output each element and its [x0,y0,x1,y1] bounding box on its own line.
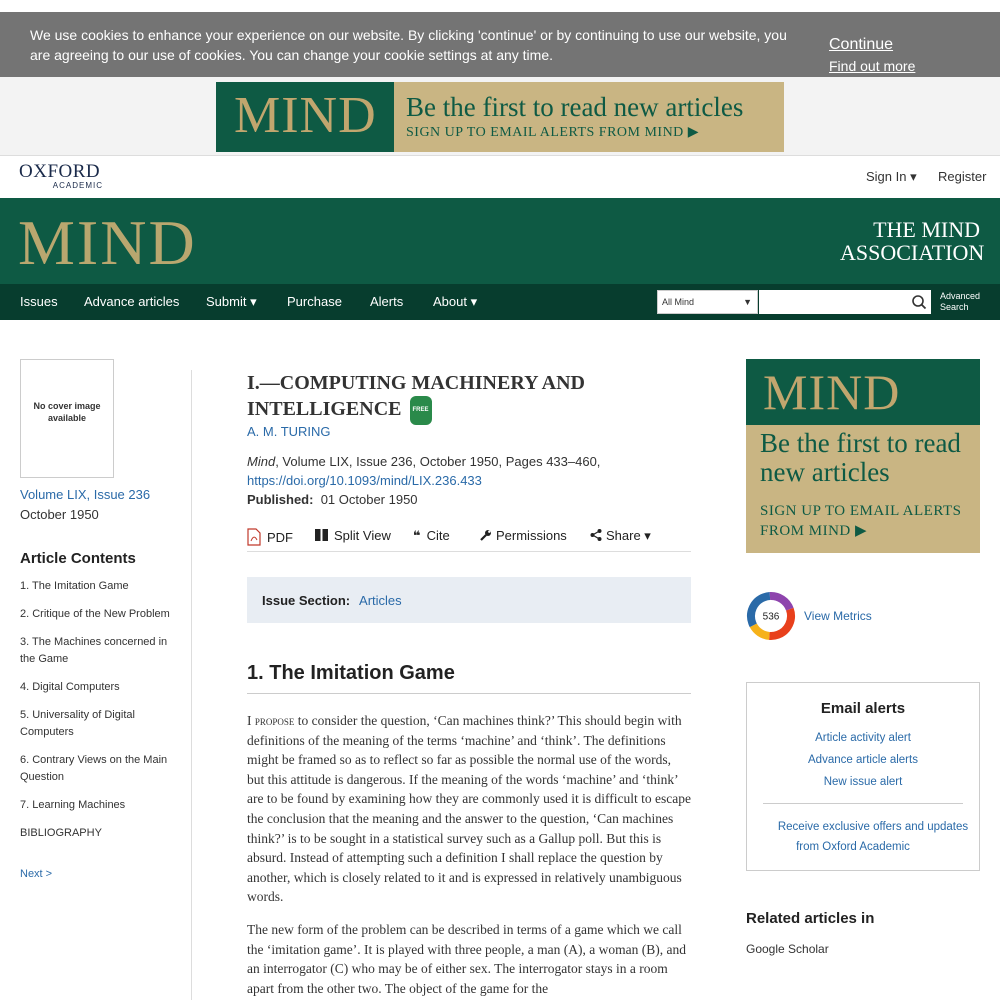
nav-advance-articles[interactable]: Advance articles [84,294,180,309]
oxford-academic-logo[interactable] [19,163,111,190]
advanced-search-line-1: Advanced [940,291,981,301]
cite-label: Cite [426,528,450,543]
issue-date: October 1950 [20,507,99,522]
journal-name: Mind [247,454,276,469]
google-scholar-link[interactable]: Google Scholar [746,942,829,956]
advance-article-alerts-link[interactable]: Advance article alerts [808,754,918,766]
toc-item[interactable]: 7. Learning Machines [20,799,126,811]
quote-icon: ❝ [413,529,421,544]
article-activity-alert-link[interactable]: Article activity alert [815,732,911,744]
section-heading: 1. The Imitation Game [247,662,691,694]
doi-link[interactable]: https://doi.org/10.1093/mind/LIX.236.433 [247,473,482,488]
association-line-2: ASSOCIATION [840,240,985,265]
free-badge: FREE [410,396,432,425]
nav-issues[interactable]: Issues [20,294,58,309]
article-paragraph [247,711,691,907]
permissions-button[interactable] [480,528,567,543]
pdf-icon [247,528,261,546]
sidebar-ad-headline: Be the first to read new articles [760,428,961,487]
article-contents-heading: Article Contents [20,550,136,567]
pdf-label: PDF [267,530,293,545]
sign-in-button[interactable]: Sign In ▾ [866,169,917,184]
author-link[interactable]: A. M. TURING [247,424,331,439]
article-contents-list [20,578,180,853]
cite-button[interactable] [413,528,450,544]
related-articles-heading: Related articles in [746,910,875,927]
email-alert-sidebar-ad[interactable] [746,359,980,553]
toc-item[interactable]: 4. Digital Computers [20,681,120,693]
toc-item[interactable]: 3. The Machines concerned in the Game [20,636,168,665]
mind-association-logo[interactable] [840,217,985,265]
new-issue-alert-link[interactable]: New issue alert [823,776,903,788]
altmetric-icon [746,591,796,641]
altmetric-donut[interactable] [746,591,796,641]
sidebar-divider [191,370,192,1000]
publisher-header [0,157,1000,198]
cookie-find-out-more-link[interactable]: Find out more [829,58,916,74]
register-link[interactable]: Register [938,169,987,184]
citation-block [247,452,687,509]
split-view-button[interactable] [315,528,391,543]
nav-about[interactable]: About ▾ [433,294,478,309]
paragraph-body: to consider the question, ‘Can machines think?’ This should begin with definitions of the meaning of the terms ‘machine’ and ‘think’. The definitions might be framed so as to reflect so far as possible the normal use of the words, but this attitude is dangerous. If the meaning of the words ‘machine’ and ‘think’ are to be found by examining how they are commonly used it is difficult to escape the conclusion that the meaning and the answer to the question, ‘Can machines think?’ is to be sought in a statistical survey such as a Gallup poll. But this is absurd. Instead of attempting such a definition I shall replace the question by another, which is closely related to it and is expressed in relatively unambiguous words. [247,713,692,905]
nav-alerts[interactable]: Alerts [370,294,404,309]
logo-academic-text: ACADEMIC [52,181,103,190]
sidebar-ad-subline: SIGN UP TO EMAIL ALERTS FROM MIND ▶ [760,503,962,539]
next-article-link[interactable]: Next > [20,868,53,880]
cookie-banner [0,12,1000,77]
banner-headline: Be the first to read new articles [406,92,744,122]
journal-logo[interactable]: MIND [18,207,197,278]
email-alerts-heading: Email alerts [820,700,906,717]
share-button[interactable] [590,528,651,544]
oxford-offers-link[interactable]: Receive exclusive offers and updates from Oxford Academic [777,821,969,853]
altmetric-score: 536 [762,611,780,623]
pdf-button[interactable] [247,528,293,546]
search-scope-select[interactable] [657,290,758,314]
article-title-text: I.—COMPUTING MACHINERY AND INTELLIGENCE [247,372,585,421]
citation-details: , Volume LIX, Issue 236, October 1950, Pages 433–460, [275,454,601,469]
journal-nav [0,284,1000,320]
logo-oxford-text: OXFORD [19,161,101,182]
wrench-icon [480,529,492,541]
top-strip [0,0,1000,12]
cookie-continue-link[interactable]: Continue [829,36,894,53]
nav-submit[interactable]: Submit ▾ [206,294,257,309]
view-metrics-link[interactable]: View Metrics [804,609,872,623]
toc-item[interactable]: 5. Universality of Digital Computers [20,709,135,738]
search-input[interactable] [759,290,909,314]
nav-purchase[interactable]: Purchase [287,294,342,309]
issue-section-box [247,577,691,623]
email-alert-banner-ad[interactable] [216,82,784,152]
published-date: 01 October 1950 [320,492,418,507]
article-paragraph: The new form of the problem can be described in terms of a game which we call the ‘imitation game’. It is played with three people, a man (A), a woman (B), and an interrogator (C) who may be of either sex. The interrogator stays in a room apart from the other two. The object of the game for the [247,922,686,996]
association-line-1: THE MIND [873,217,980,242]
toc-item[interactable]: BIBLIOGRAPHY [20,827,102,839]
toc-item[interactable]: 2. Critique of the New Problem [20,608,170,620]
toc-item[interactable]: 1. The Imitation Game [20,580,129,592]
sidebar-ad-brand: MIND [763,364,901,420]
split-view-icon [315,529,328,541]
email-alerts-divider [763,803,963,804]
paragraph-lead: I propose [247,713,295,728]
banner-brand: MIND [234,87,377,144]
issue-section-link[interactable]: Articles [359,593,402,608]
search-icon [907,290,931,314]
cookie-message: We use cookies to enhance your experience on our website. By clicking 'continue' or by continuing to use our website, you are agreeing to our use of cookies. You can change your cookie settings at any time. [30,27,787,63]
issue-section-label: Issue Section: [262,593,351,608]
ad-banner-area [0,77,1000,156]
article-toolbar [247,524,691,552]
share-icon [590,529,602,541]
journal-header [0,198,1000,284]
email-alerts-panel [746,682,980,871]
advanced-search-line-2: Search [940,302,969,312]
banner-subline: SIGN UP TO EMAIL ALERTS FROM MIND ▶ [406,125,700,140]
published-label: Published: [247,492,314,507]
permissions-label: Permissions [496,528,567,543]
caret-down-icon: ▼ [743,297,752,307]
article-title [247,371,667,425]
search-scope-value: All Mind [662,297,695,307]
toc-item[interactable]: 6. Contrary Views on the Main Question [20,754,168,783]
search-button[interactable] [907,290,931,314]
share-label: Share ▾ [606,528,651,543]
banner-message-panel [394,82,784,152]
issue-cover-placeholder: No cover image available [20,359,114,478]
advanced-search-link[interactable] [940,291,980,313]
split-view-label: Split View [334,528,391,543]
volume-issue-link[interactable]: Volume LIX, Issue 236 [20,487,151,502]
